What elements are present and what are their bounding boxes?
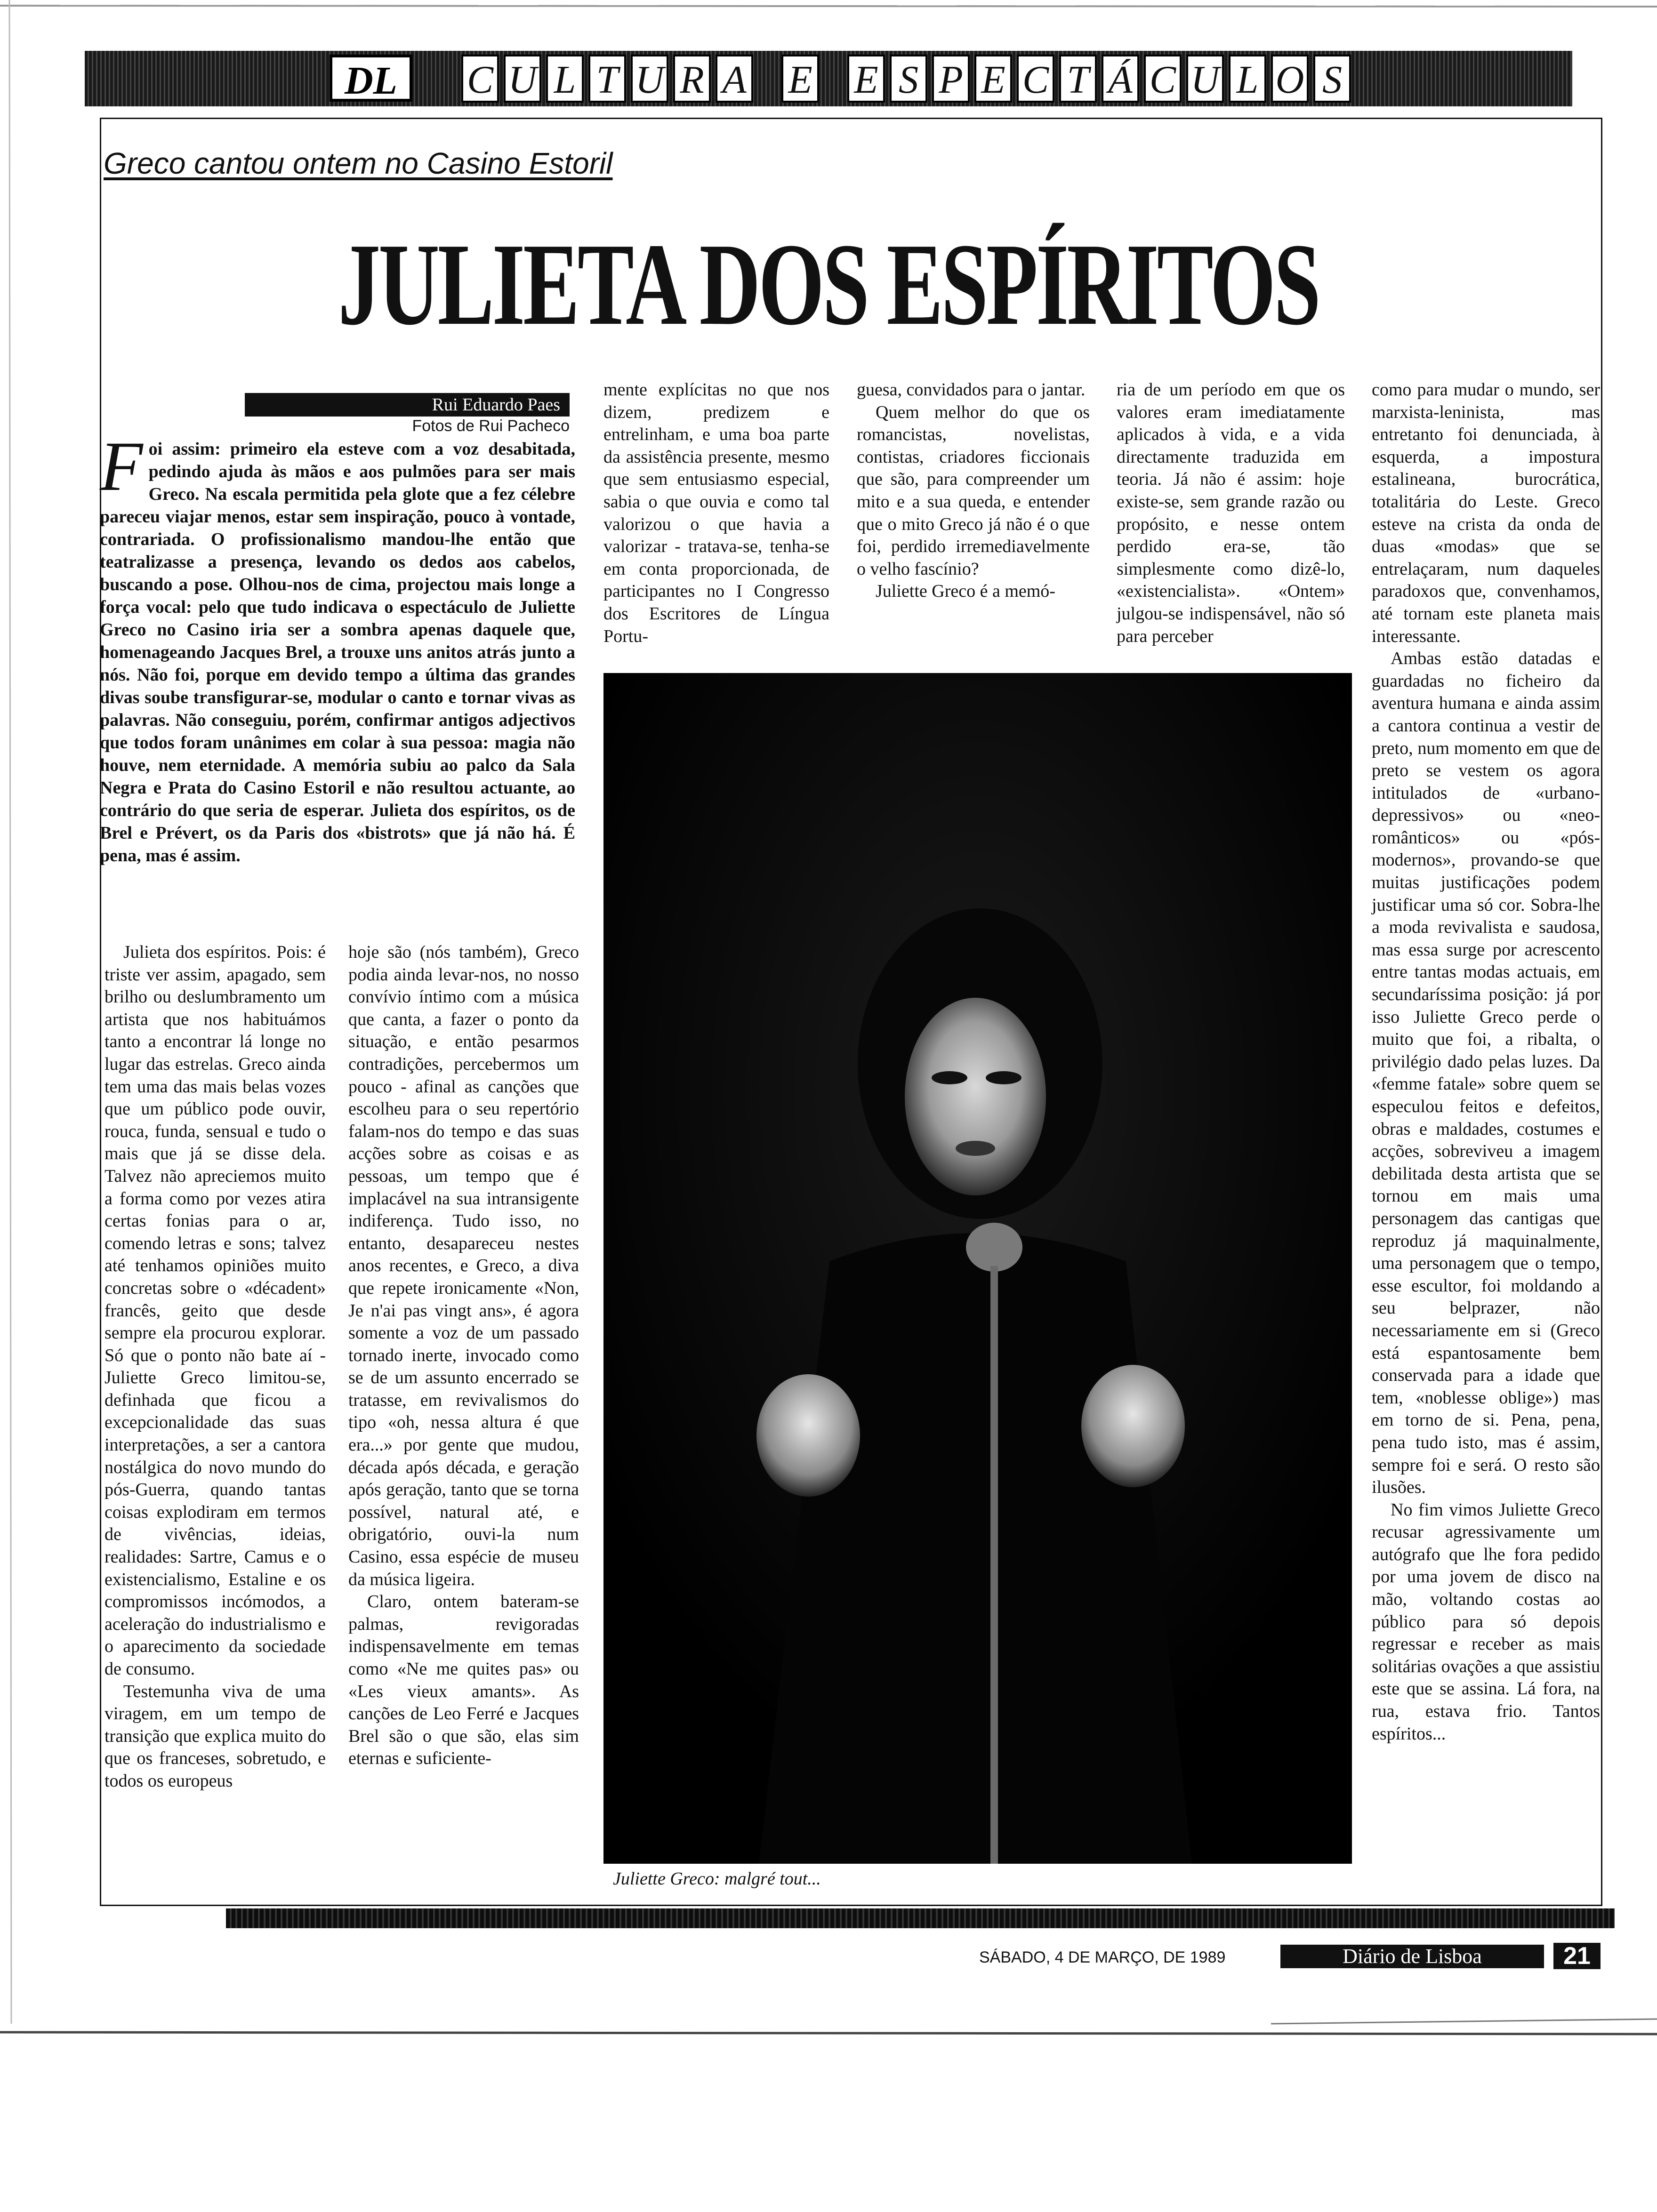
paragraph: Ambas estão datadas e guardadas no ficheiro da aventura humana e ainda assim a cantora continua a vestir de preto, num momento em que de preto se vestem os agora intitulados de «urbano-depressivos» ou «neo-românticos» ou «pós-modernos», provando-se que muitas justificações podem justificar uma só cor. Sobra-lhe a moda revivalista e saudosa, mas essa surge por acrescento entre tantas modas actuais, em secundaríssima posição: já por isso Juliette Greco perde o muito que foi, a ribalta, o privilégio dado pelas luzes. Da «femme fatale» sobre quem se especulou feitos e defeitos, obras e maldades, costumes e acções, sobreviveu a imagem debilitada desta artista que se tornou em mais uma personagem das cantigas que reproduz já maquinalmente, uma personagem que o tempo, esse escultor, foi moldando a seu belprazer, não necessariamente em si (Greco está espantosamente bem conservada para a idade que tem, «noblesse oblige») mas em torno de si. Pena, pena, pena tudo isto, mas é assim, sempre foi e será. O resto são ilusões.: [1372, 649, 1600, 1498]
drop-cap: F: [100, 427, 143, 505]
section-letter: Á: [1102, 55, 1139, 103]
section-letter: T: [588, 55, 626, 103]
article-column-5: [1117, 379, 1345, 648]
article-photo: [603, 673, 1352, 1864]
section-letter: U: [1186, 55, 1224, 103]
article-column-3: [603, 379, 829, 648]
lead-text: oi assim: primeiro ela esteve com a voz desabitada, pedindo ajuda às mãos e aos pulmões para ser mais Greco. Na escala permitida pela glote que a fez célebre pareceu viajar menos, estar sem inspiração, pouco à vontade, contrariada. O profissionalismo mandou-lhe então que teatralizasse a presença, levando os dedos aos cabelos, buscando a pose. Olhou-nos de cima, projectou mais longe a força vocal: pelo que tudo indicava o espectáculo de Juliette Greco no Casino iria ser a sombra apenas daquele que, homenageando Jacques Brel, a trouxe uns anitos atrás junto a nós. Não foi, porque em devido tempo a última das grandes divas soube transfigurar-se, modular o canto e tornar vivas as palavras. Não conseguiu, porém, confirmar antigos adjectivos que todos foram unânimes em colar à sua pessoa: magia não houve, nem eternidade. A memória subiu ao palco da Sala Negra e Prata do Casino Estoril e não resultou actuante, ao contrário do que seria de esperar. Julieta dos espíritos, os de Brel e Prévert, os da Paris dos «bistrots» que já não há. É pena, mas é assim.: [100, 439, 575, 866]
section-letter: C: [461, 55, 499, 103]
article-headline: JULIETA DOS ESPÍRITOS: [338, 219, 1319, 350]
article-column-6: [1372, 379, 1600, 1745]
article-kicker: Greco cantou ontem no Casino Estoril: [104, 146, 613, 180]
photo-credit: Fotos de Rui Pacheco: [412, 417, 570, 435]
paragraph: ria de um período em que os valores eram imediatamente aplicados à vida, e a vida directamente traduzida em teoria. Já não é assim: hoje existe-se, sem grande razão ou propósito, e nesse ontem perdido era-se, tão simplesmente como dizê-lo, «existencialista». «Ontem» julgou-se indispensável, não só para perceber: [1117, 380, 1345, 646]
section-letter: T: [1059, 55, 1097, 103]
singer-photo-illustration: [603, 673, 1352, 1864]
section-letter: E: [781, 55, 819, 103]
section-letter: L: [1229, 55, 1266, 103]
paragraph: Quem melhor do que os romancistas, novelistas, contistas, criadores ficcionais que são, para compreender um mito e a sua queda, e entender que o mito Greco já não é o que foi, perdido irremediavelmente o velho fascínio?: [857, 402, 1090, 579]
paragraph: Julieta dos espíritos. Pois: é triste ver assim, apagado, sem brilho ou deslumbramento um artista que nos habituámos tanto a encontrar lá longe no lugar das estrelas. Greco ainda tem uma das mais belas vozes que um público pode ouvir, rouca, funda, sensual e tudo o mais que já se disse dela. Talvez não apreciemos muito a forma como por vezes atira certas fonias para o ar, comendo letras e sons; talvez até tenhamos opiniões muito concretas sobre o «décadent» francês, geito que desde sempre ela procurou explorar. Só que o ponto não bate aí - Juliette Greco limitou-se, definhada que ficou a excepcionalidade das suas interpretações, a ser a cantora nostálgica do novo mundo do pós-Guerra, quando tantas coisas explodiram em termos de vivências, ideias, realidades: Sartre, Camus e o existencialismo, Estaline e os compromissos incómodos, a aceleração do industrialismo e o aparecimento da sociedade de consumo.: [105, 942, 326, 1679]
section-letter: [824, 55, 843, 103]
section-letter: L: [546, 55, 584, 103]
section-letter: R: [673, 55, 711, 103]
article-column-4: [857, 379, 1090, 603]
paragraph: mente explícitas no que nos dizem, predizem e entrelinham, e uma boa parte da assistência presente, mesmo que sem entusiasmo especial, sabia o que ouvia e como tal valorizou o que havia a valorizar - tratava-se, tenha-se em conta proporcionada, de participantes no I Congresso dos Escritores de Língua Portu-: [603, 380, 829, 646]
section-letter: P: [932, 55, 970, 103]
article-column-2: [348, 941, 579, 1770]
section-letter: U: [504, 55, 541, 103]
photo-caption: Juliette Greco: malgré tout...: [613, 1869, 821, 1889]
article-lead: [100, 427, 575, 867]
section-letter: S: [1313, 55, 1351, 103]
footer-date: SÁBADO, 4 DE MARÇO, DE 1989: [979, 1948, 1226, 1966]
section-letter: [758, 55, 777, 103]
paragraph: Testemunha viva de uma viragem, em um tempo de transição que explica muito do que os franceses, sobretudo, e todos os europeus: [105, 1681, 326, 1791]
paragraph: guesa, convidados para o jantar.: [857, 380, 1086, 400]
article-column-1: [105, 941, 326, 1793]
section-letter: C: [1144, 55, 1182, 103]
section-title: [461, 55, 1351, 103]
bottom-rule: [226, 1908, 1615, 1928]
paragraph: hoje são (nós também), Greco podia ainda levar-nos, no nosso convívio íntimo com a música que canta, a fazer o ponto da situação, e então pesarmos contradições, percebermos um pouco - afinal as canções que escolheu para o seu repertório falam-nos do tempo e das suas acções sobre as coisas e as pessoas, um tempo que é implacável na sua intransigente indiferença. Tudo isso, no entanto, desapareceu nestes anos recentes, e Greco, a diva que repete ironicamente «Non, Je n'ai pas vingt ans», é agora somente a voz de um passado tornado inerte, invocado como se de um assunto encerrado se tratasse, em revivalismos do tipo «oh, nessa altura é que era...» por gente que mudou, década após década, e geração após geração, tanto que se torna possível, natural até, e obrigatório, ouvi-la num Casino, essa espécie de museu da música ligeira.: [348, 942, 579, 1589]
section-letter: E: [847, 55, 885, 103]
section-letter: E: [974, 55, 1012, 103]
paragraph: como para mudar o mundo, ser marxista-leninista, mas entretanto foi denunciada, à esquerda, a impostura estalineana, burocrática, totalitária do Leste. Greco esteve na crista da onda de duas «modas» que se entrelaçaram, num daqueles paradoxos que, convenhamos, até tornam este planeta mais interessante.: [1372, 380, 1600, 646]
section-letter: C: [1017, 55, 1054, 103]
paragraph: Claro, ontem bateram-se palmas, revigoradas indispensavelmente em temas como «Ne me quites pas» ou «Les vieux amants». As canções de Leo Ferré e Jacques Brel são o que são, elas sim eternas e suficiente-: [348, 1592, 579, 1769]
byline: Rui Eduardo Paes: [245, 393, 570, 417]
footer-masthead: Diário de Lisboa: [1280, 1945, 1544, 1968]
section-letter: S: [890, 55, 927, 103]
section-letter: A: [716, 55, 753, 103]
section-letter: O: [1271, 55, 1309, 103]
dl-logo: DL: [330, 55, 412, 102]
paragraph: Juliette Greco é a memó-: [876, 581, 1055, 601]
page-number: 21: [1553, 1943, 1601, 1969]
paragraph: No fim vimos Juliette Greco recusar agressivamente um autógrafo que lhe fora pedido por uma jovem de disco na mão, voltando costas ao público para só depois regressar e receber as mais solitárias ovações a que assistiu este que se assina. Lá fora, na rua, estava frio. Tantos espíritos...: [1372, 1499, 1600, 1744]
section-letter: U: [631, 55, 668, 103]
